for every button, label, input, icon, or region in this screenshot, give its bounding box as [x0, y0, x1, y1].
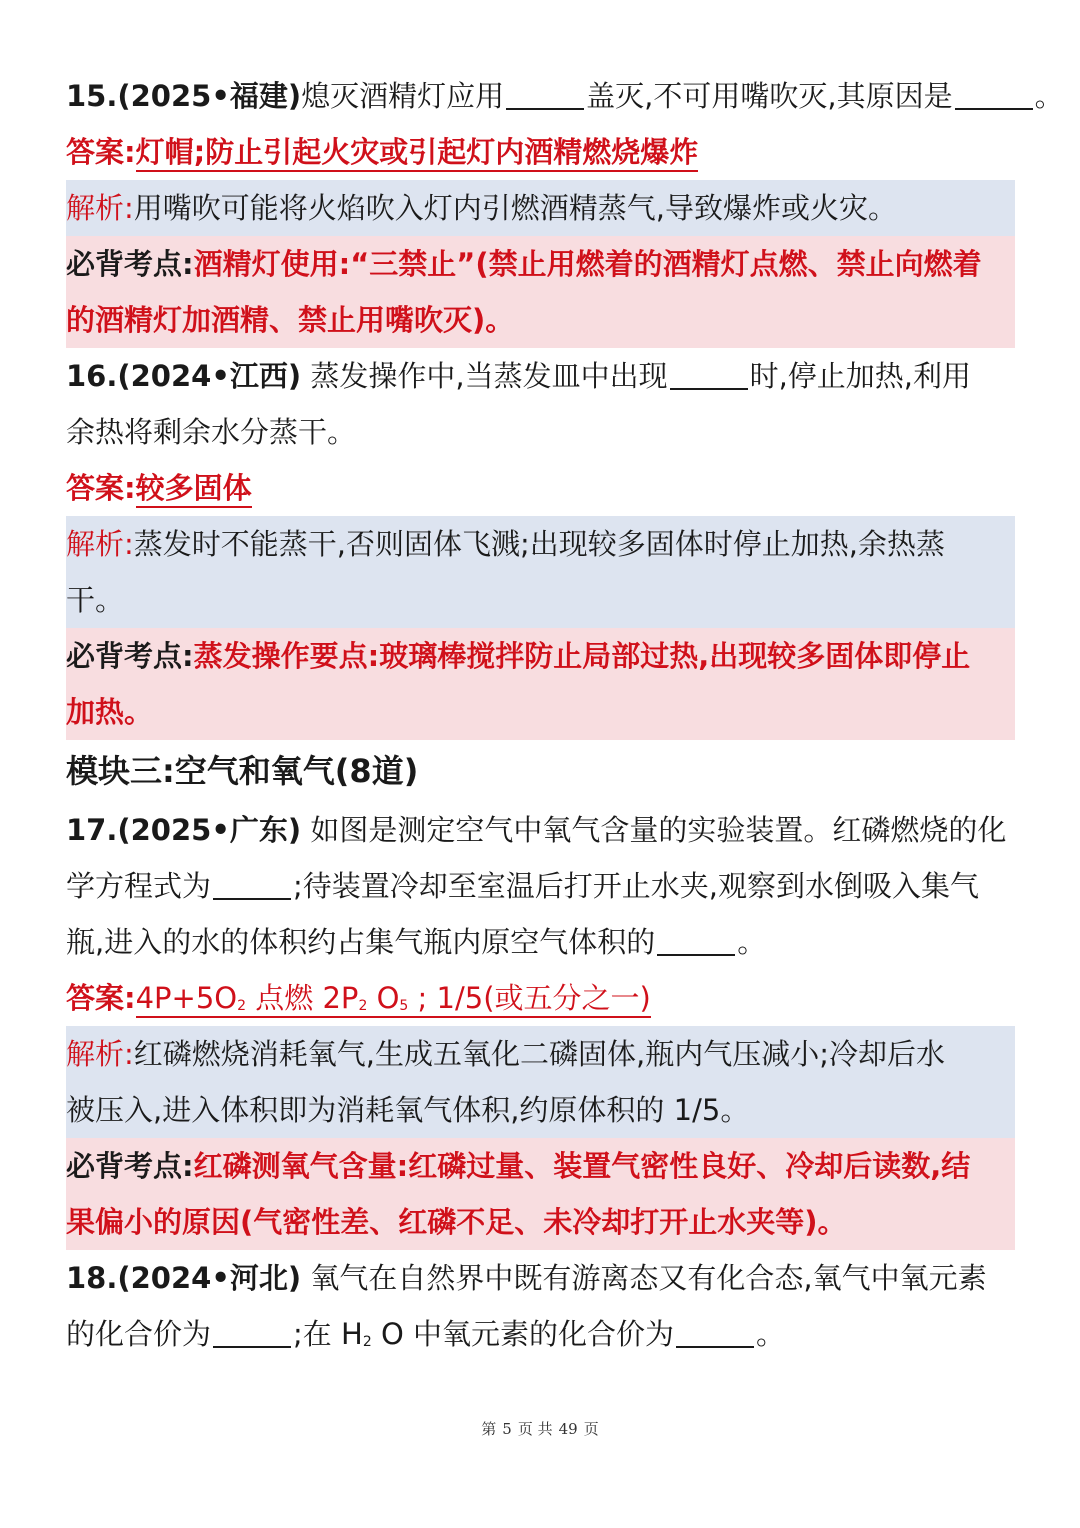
- question-text: 时,停止加热,利用: [749, 359, 972, 393]
- keypoint-text: 酒精灯使用:“三禁止”(禁止用燃着的酒精灯点燃、禁止向燃着: [193, 247, 982, 281]
- question-17-line3: [66, 914, 1015, 970]
- answer-blank: [676, 1316, 754, 1348]
- question-text: 蒸发操作中,当蒸发皿中出现: [310, 359, 668, 393]
- analysis-text: 被压入,进入体积即为消耗氧气体积,约原体积的 1/5。: [66, 1093, 750, 1127]
- page-footer: 第 5 页 共 49 页: [481, 1420, 599, 1438]
- answer-label: 答案:: [66, 471, 136, 505]
- answer-blank: [955, 78, 1033, 110]
- keypoint-text: 红磷测氧气含量:红磷过量、装置气密性良好、冷却后读数,结: [193, 1149, 971, 1183]
- page-number: 5: [502, 1420, 512, 1438]
- question-text: 余热将剩余水分蒸干。: [66, 415, 357, 449]
- answer-text: 较多固体: [136, 471, 252, 508]
- answer-line: [66, 970, 1015, 1026]
- total-pages: 49: [558, 1420, 578, 1438]
- question-text: 的化合价为: [66, 1317, 212, 1351]
- analysis-text: 用嘴吹可能将火焰吹入灯内引燃酒精蒸气,导致爆炸或火灾。: [133, 191, 898, 225]
- answer-label: 答案:: [66, 135, 136, 169]
- module-heading: 模块三:空气和氧气(8道): [66, 752, 419, 790]
- question-16-line2: [66, 404, 1015, 460]
- question-text: ;待装置冷却至室温后打开止水夹,观察到水倒吸入集气: [293, 869, 980, 903]
- keypoint-text: 的酒精灯加酒精、禁止用嘴吹灭)。: [66, 303, 515, 337]
- question-text: 。: [756, 1317, 786, 1351]
- answer-line: [66, 460, 1015, 516]
- question-number: 17.(2025•广东): [66, 813, 302, 847]
- keypoint-label: 必背考点:: [66, 247, 194, 281]
- question-text: 如图是测定空气中氧气含量的实验装置。红磷燃烧的化: [310, 813, 1007, 847]
- answer-text: 灯帽;防止引起火灾或引起灯内酒精燃烧爆炸: [136, 135, 699, 172]
- analysis-block: [66, 516, 1015, 628]
- answer-blank: [670, 358, 748, 390]
- analysis-text: 干。: [66, 583, 125, 617]
- answer-blank: [506, 78, 584, 110]
- analysis-label: 解析:: [66, 1037, 134, 1071]
- question-number: 15.(2025•福建): [66, 79, 302, 113]
- keypoint-block: [66, 236, 1015, 348]
- question-18-line2: [66, 1306, 1015, 1370]
- question-text: ;在 H: [293, 1317, 363, 1351]
- question-16: [66, 348, 1015, 404]
- answer-blank: [213, 1316, 291, 1348]
- analysis-block: [66, 180, 1015, 236]
- question-18: [66, 1250, 1015, 1306]
- keypoint-text: 蒸发操作要点:玻璃棒搅拌防止局部过热,出现较多固体即停止: [193, 639, 971, 673]
- question-15: [66, 68, 1064, 124]
- analysis-text: 红磷燃烧消耗氧气,生成五氧化二磷固体,瓶内气压减小;冷却后水: [133, 1037, 945, 1071]
- answer-label: 答案:: [66, 981, 136, 1015]
- analysis-text: 蒸发时不能蒸干,否则固体飞溅;出现较多固体时停止加热,余热蒸: [133, 527, 945, 561]
- answer-text: $4P+5O_2$ 点燃 $2P_2$ $O_5$ ; 1/5(或五分之一): [136, 981, 651, 1018]
- keypoint-block: [66, 628, 1015, 740]
- question-text: 氧气在自然界中既有游离态又有化合态,氧气中氧元素: [310, 1261, 987, 1295]
- analysis-label: 解析:: [66, 527, 134, 561]
- question-number: 16.(2024•江西): [66, 359, 302, 393]
- subscript: 2: [362, 1334, 372, 1350]
- answer-blank: [213, 868, 291, 900]
- keypoint-label: 必背考点:: [66, 639, 194, 673]
- question-text: 学方程式为: [66, 869, 212, 903]
- answer-blank: [657, 924, 735, 956]
- question-text: 熄灭酒精灯应用: [301, 79, 505, 113]
- keypoint-block: [66, 1138, 1015, 1250]
- question-text: 。: [737, 925, 767, 959]
- question-text: 盖灭,不可用嘴吹灭,其原因是: [586, 79, 953, 113]
- keypoint-text: 果偏小的原因(气密性差、红磷不足、未冷却打开止水夹等)。: [66, 1205, 847, 1239]
- analysis-block: [66, 1026, 1015, 1138]
- question-17: [66, 802, 1015, 858]
- document-page: [66, 68, 1064, 1370]
- keypoint-label: 必背考点:: [66, 1149, 194, 1183]
- question-17-line2: [66, 858, 1015, 914]
- question-number: 18.(2024•河北): [66, 1261, 302, 1295]
- keypoint-text: 加热。: [66, 695, 154, 729]
- question-text: 。: [1034, 79, 1064, 113]
- answer-line: [66, 124, 1015, 180]
- question-text: 瓶,进入的水的体积约占集气瓶内原空气体积的: [66, 925, 656, 959]
- analysis-label: 解析:: [66, 191, 134, 225]
- question-text: O 中氧元素的化合价为: [371, 1317, 674, 1351]
